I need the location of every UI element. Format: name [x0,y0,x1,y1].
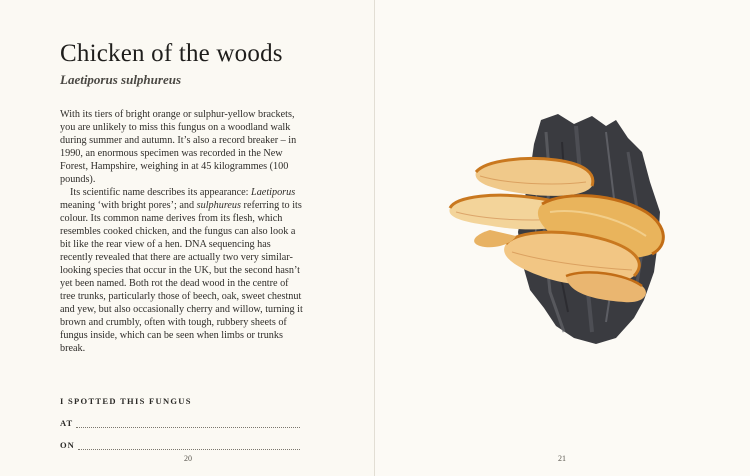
paragraph-2-part-1: Its scientific name describes its appearance: [70,187,252,198]
italic-sulphureus: sulphureus [196,200,241,211]
paragraph-2-part-2: meaning ‘with bright pores’; and [60,200,197,211]
spotted-on-line[interactable] [78,441,300,450]
spotted-at-row [60,415,300,428]
page-number-left: 20 [184,454,192,463]
page-number-right: 21 [558,454,566,463]
paragraph-2 [60,186,305,355]
chicken-of-the-woods-illustration-icon [446,112,676,348]
italic-laetiporus: Laetiporus [251,187,296,198]
spotted-on-label: ON [60,440,75,450]
spotted-on-row [60,437,300,450]
scientific-name: Laetiporus sulphureus [60,72,182,87]
paragraph-2-part-3: referring to its colour. Its common name derives from its flesh, which resembles cooked chicken, and the fungus can also look a bit like the rear view of a hen. DNA sequencing has recently revealed that there are actually two very similar-looking species that occur in the UK, but the second hasn’t yet been named. Both rot the dead wood in the centre of tree trunks, particularly those of beech, oak, sweet chestnut and yew, but also occasionally cherry and willow, turning it brown and crumbly, often with tough, rubbery sheets of fungus inside, which can be seen when limbs or trunks break. [60,200,303,354]
spotted-at-line[interactable] [76,419,300,428]
spotted-record-form [60,396,300,459]
spotted-at-label: AT [60,418,74,428]
body-text [60,108,305,355]
paragraph-1: With its tiers of bright orange or sulphur-yellow brackets, you are unlikely to miss this fungus on a woodland walk during summer and autumn. It’s also a record breaker – in 1990, an enormous specimen was recorded in the New Forest, Hampshire, weighing in at 45 kilogrammes (100 pounds). [60,109,297,185]
page-title: Chicken of the woods [60,40,283,67]
right-page [375,0,750,476]
spotted-heading: I SPOTTED THIS FUNGUS [60,396,192,406]
